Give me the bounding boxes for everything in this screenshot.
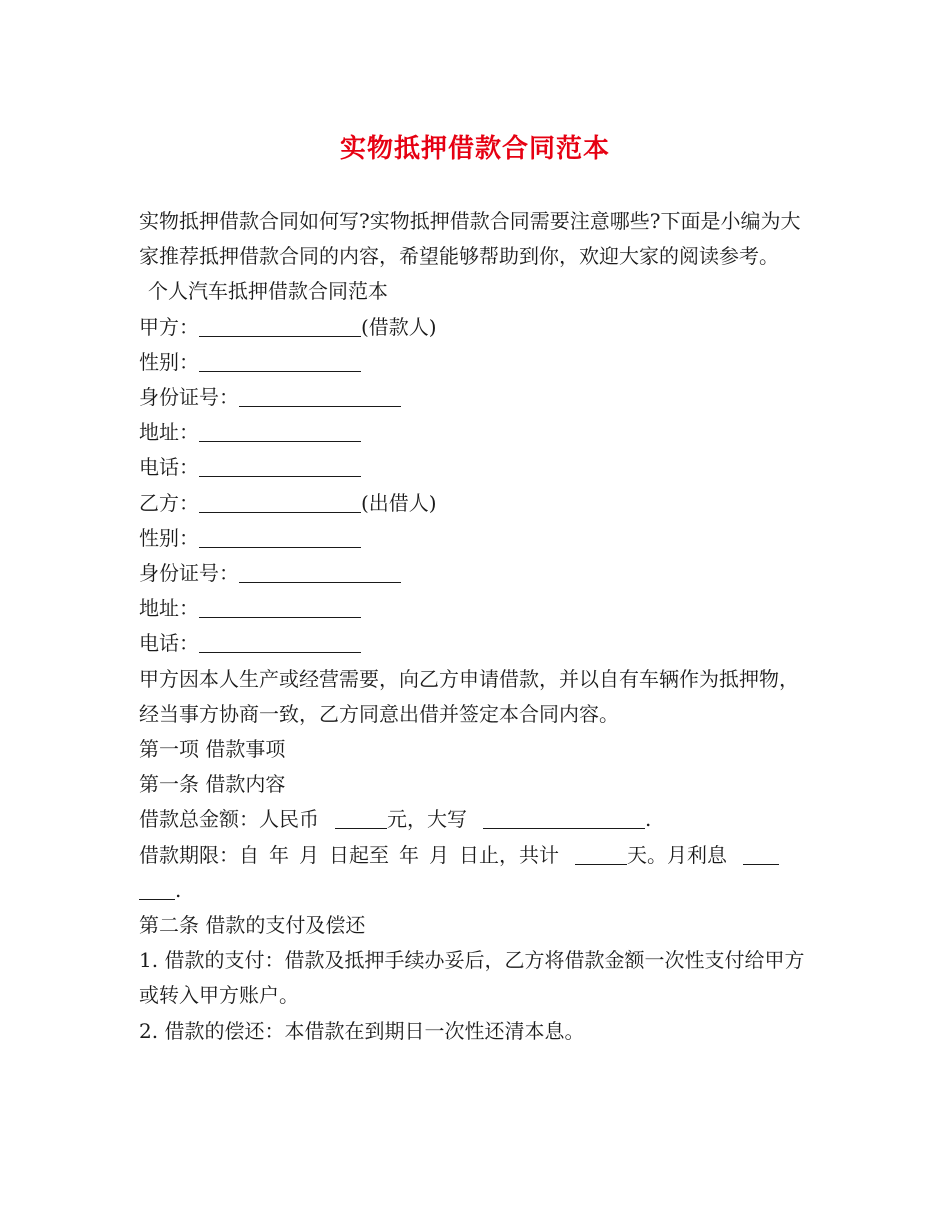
loan-amount-line xyxy=(139,802,815,837)
party-a-phone-blank[interactable] xyxy=(199,452,361,477)
party-b-id-blank[interactable] xyxy=(239,558,401,583)
loan-amount-label: 借款总金额：人民币 xyxy=(139,807,319,832)
party-b-phone-blank[interactable] xyxy=(199,628,361,653)
party-b-blank[interactable] xyxy=(199,488,361,513)
clause-2: 2. 借款的偿还：本借款在到期日一次性还清本息。 xyxy=(139,1018,585,1043)
party-a-gender-label: 性别： xyxy=(139,349,199,374)
loan-interest-blank-1[interactable] xyxy=(743,840,779,865)
party-b-id-line xyxy=(139,556,815,591)
loan-term-year-1: 年 xyxy=(269,842,289,867)
party-b-line xyxy=(139,486,815,521)
party-a-phone-label: 电话： xyxy=(139,455,199,480)
loan-amount-words-blank[interactable] xyxy=(483,804,645,829)
party-b-label: 乙方： xyxy=(139,490,199,515)
loan-amount-number-blank[interactable] xyxy=(335,804,387,829)
party-b-id-label: 身份证号： xyxy=(139,561,239,586)
loan-term-line xyxy=(139,838,815,908)
party-a-gender-line xyxy=(139,345,815,380)
loan-term-month-2: 月 xyxy=(429,842,449,867)
party-a-phone-line xyxy=(139,450,815,485)
loan-amount-unit: 元，大写 xyxy=(387,807,467,832)
loan-term-label: 借款期限：自 xyxy=(139,842,259,867)
party-a-label: 甲方： xyxy=(139,314,199,339)
party-a-id-blank[interactable] xyxy=(239,382,401,407)
loan-term-month-1: 月 xyxy=(299,842,319,867)
loan-term-end: . xyxy=(175,877,182,902)
party-b-address-label: 地址： xyxy=(139,596,199,621)
loan-term-days-blank[interactable] xyxy=(575,840,627,865)
loan-term-day-to: 日止，共计 xyxy=(459,842,559,867)
party-a-gender-blank[interactable] xyxy=(199,347,361,372)
party-a-id-label: 身份证号： xyxy=(139,385,239,410)
loan-amount-end: . xyxy=(645,807,652,832)
subtitle: 个人汽车抵押借款合同范本 xyxy=(148,279,388,304)
party-a-blank[interactable] xyxy=(199,312,361,337)
party-b-gender-line xyxy=(139,521,815,556)
document-body xyxy=(139,204,815,1049)
document-title: 实物抵押借款合同范本 xyxy=(339,134,610,164)
party-b-role: (出借人) xyxy=(361,490,437,515)
party-a-address-blank[interactable] xyxy=(199,417,361,442)
article-2-heading: 第二条 借款的支付及偿还 xyxy=(139,913,366,938)
party-a-address-label: 地址： xyxy=(139,420,199,445)
party-b-address-line xyxy=(139,591,815,626)
loan-interest-blank-2[interactable] xyxy=(139,875,175,900)
party-b-phone-line xyxy=(139,626,815,661)
party-a-line xyxy=(139,310,815,345)
clause-1: 1. 借款的支付：借款及抵押手续办妥后，乙方将借款金额一次性支付给甲方或转入甲方账户。 xyxy=(139,948,805,1008)
party-b-gender-label: 性别： xyxy=(139,525,199,550)
party-a-id-line xyxy=(139,380,815,415)
loan-term-day-from: 日起至 xyxy=(329,842,389,867)
party-b-gender-blank[interactable] xyxy=(199,523,361,548)
party-b-phone-label: 电话： xyxy=(139,631,199,656)
party-a-role: (借款人) xyxy=(361,314,437,339)
party-b-address-blank[interactable] xyxy=(199,593,361,618)
section-1-heading: 第一项 借款事项 xyxy=(139,737,286,762)
article-1-heading: 第一条 借款内容 xyxy=(139,772,286,797)
loan-term-days-unit: 天。月利息 xyxy=(627,842,727,867)
preamble-paragraph: 甲方因本人生产或经营需要，向乙方申请借款，并以自有车辆作为抵押物，经当事方协商一致，乙方同意出借并签定本合同内容。 xyxy=(139,666,799,726)
intro-paragraph: 实物抵押借款合同如何写?实物抵押借款合同需要注意哪些?下面是小编为大家推荐抵押借款合同的内容，希望能够帮助到你，欢迎大家的阅读参考。 xyxy=(139,209,801,269)
loan-term-year-2: 年 xyxy=(399,842,419,867)
party-a-address-line xyxy=(139,415,815,450)
